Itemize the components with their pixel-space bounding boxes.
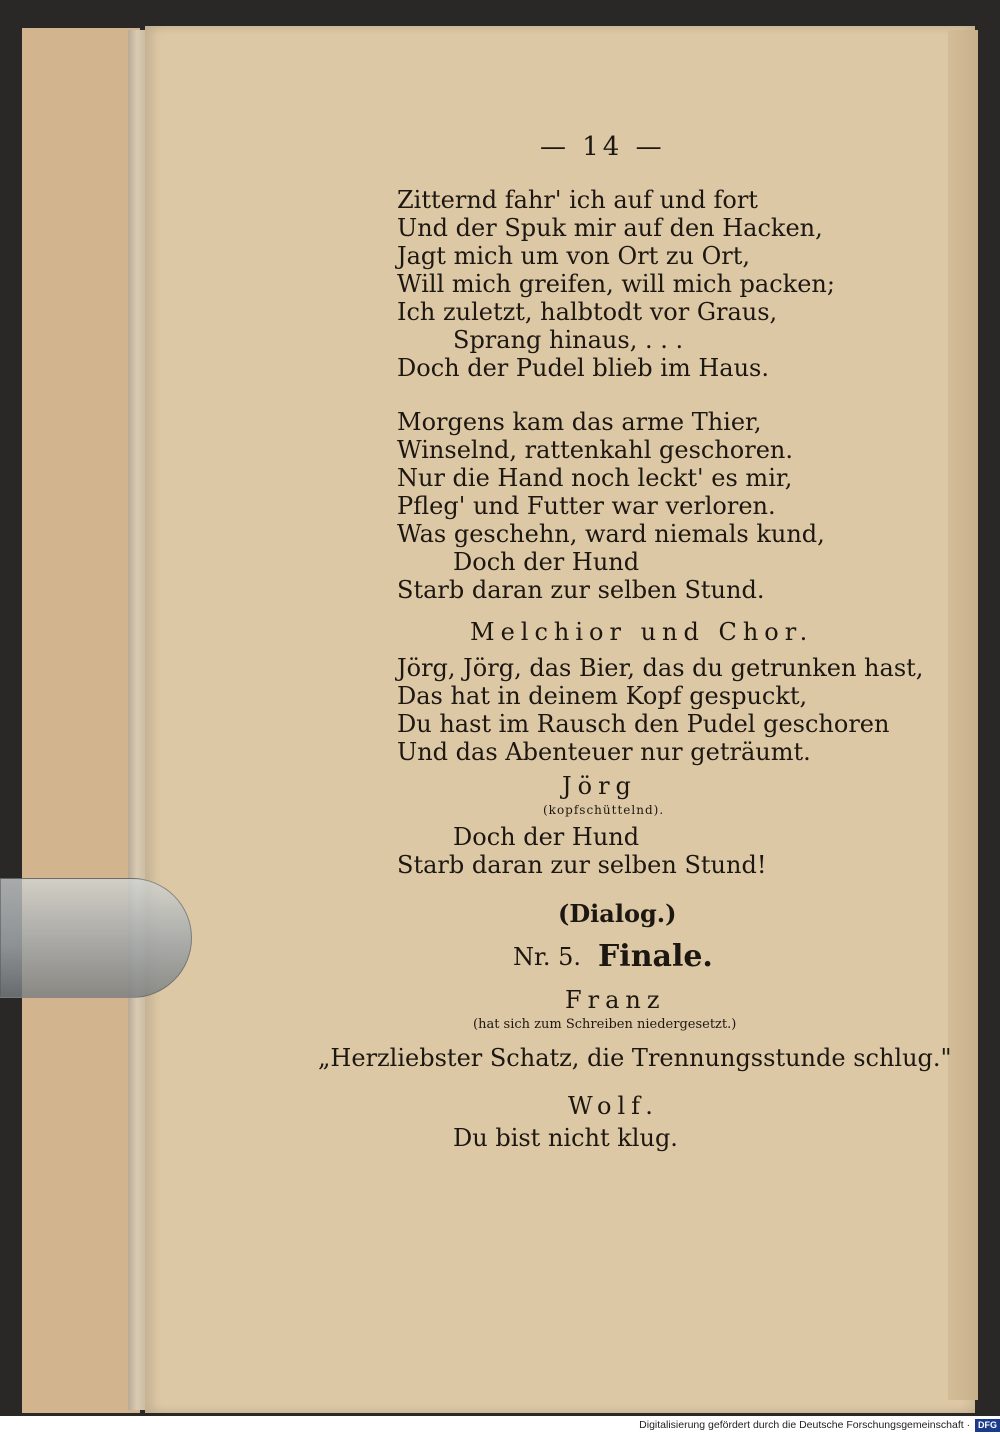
- stanza2-line: Winselnd, rattenkahl geschoren.: [397, 436, 793, 464]
- chorus-line: Jörg, Jörg, das Bier, das du getrunken hast,: [397, 654, 924, 682]
- franz-heading: Franz: [565, 986, 666, 1014]
- stanza1-line: Will mich greifen, will mich packen;: [397, 270, 835, 298]
- finale-title: Finale.: [598, 939, 713, 974]
- page-stack-edge: [948, 30, 978, 1400]
- chorus-line: Das hat in deinem Kopf gespuckt,: [397, 682, 808, 710]
- page-holder-clip: [0, 878, 192, 998]
- stanza2-line: Starb daran zur selben Stund.: [397, 576, 765, 604]
- stanza1-line: Doch der Pudel blieb im Haus.: [397, 354, 769, 382]
- stanza1-line: Ich zuletzt, halbtodt vor Graus,: [397, 298, 778, 326]
- stanza1-line: Und der Spuk mir auf den Hacken,: [397, 214, 823, 242]
- dialog-note: (Dialog.): [558, 899, 677, 928]
- stanza1-line: Sprang hinaus, . . .: [453, 326, 684, 354]
- stanza2-line: Morgens kam das arme Thier,: [397, 408, 762, 436]
- joerg-line: Starb daran zur selben Stund!: [397, 851, 767, 879]
- page-number: — 14 —: [540, 132, 666, 162]
- franz-line: „Herzliebster Schatz, die Trennungsstunde schlug.": [318, 1044, 952, 1072]
- stanza2-line: Pfleg' und Futter war verloren.: [397, 492, 776, 520]
- stanza2-line: Was geschehn, ward niemals kund,: [397, 520, 825, 548]
- dfg-logo: DFG: [975, 1419, 1000, 1432]
- joerg-stage-direction: (kopfschüttelnd).: [543, 803, 665, 817]
- chorus-heading: Melchior und Chor.: [470, 618, 814, 646]
- funding-footer: [600, 1417, 1000, 1434]
- number-label: Nr. 5.: [513, 943, 581, 971]
- joerg-heading: Jörg: [562, 772, 637, 800]
- book-back-cover-edge: [22, 28, 140, 1413]
- stanza2-line: Nur die Hand noch leckt' es mir,: [397, 464, 793, 492]
- chorus-line: Du hast im Rausch den Pudel geschoren: [397, 710, 890, 738]
- chorus-line: Und das Abenteuer nur geträumt.: [397, 738, 811, 766]
- stanza1-line: Zitternd fahr' ich auf und fort: [397, 186, 758, 214]
- wolf-heading: Wolf.: [568, 1092, 659, 1120]
- wolf-line: Du bist nicht klug.: [453, 1124, 678, 1152]
- franz-stage-direction: (hat sich zum Schreiben niedergesetzt.): [473, 1017, 737, 1032]
- funding-text: Digitalisierung gefördert durch die Deutsche Forschungsgemeinschaft ·: [639, 1419, 971, 1431]
- joerg-line: Doch der Hund: [453, 823, 640, 851]
- stanza2-line: Doch der Hund: [453, 548, 640, 576]
- stanza1-line: Jagt mich um von Ort zu Ort,: [397, 242, 751, 270]
